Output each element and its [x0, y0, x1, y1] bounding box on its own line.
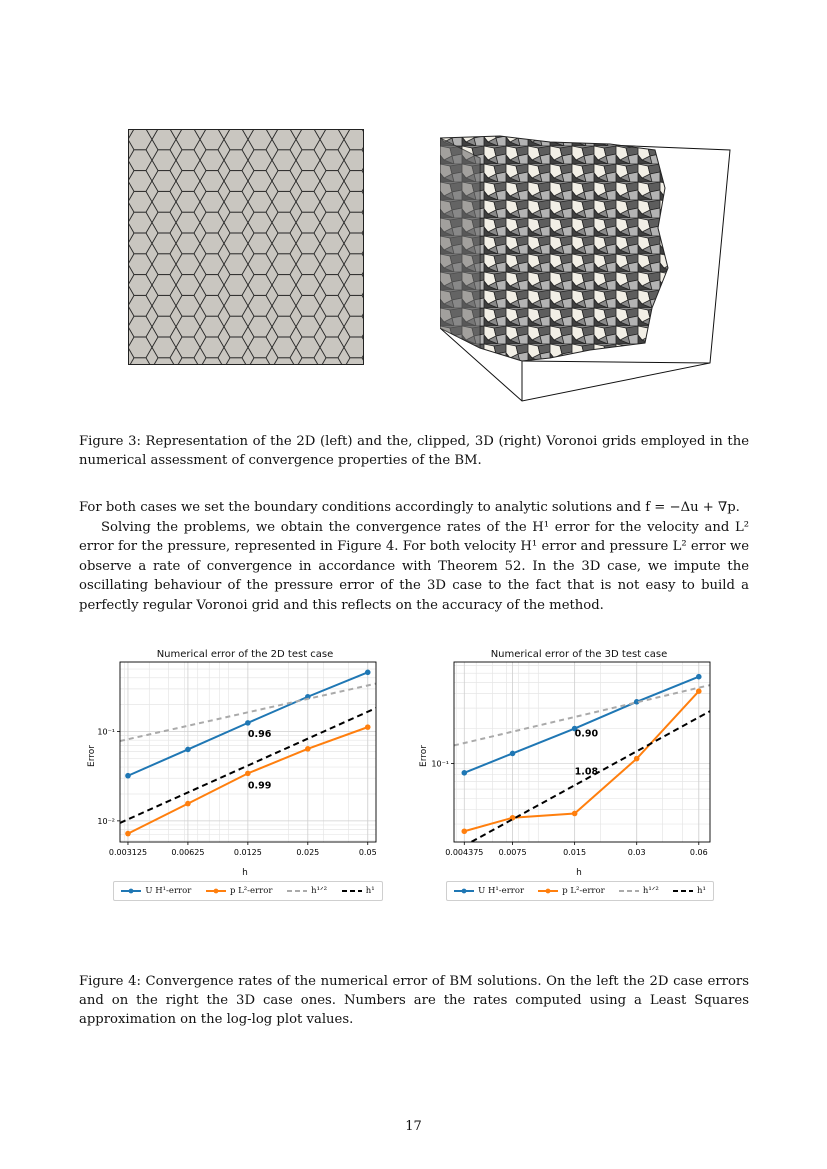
chart-2d [80, 646, 380, 906]
figure-4-caption: Figure 4: Convergence rates of the numerical error of BM solutions. On the left the 2D case errors and on the right the 3D case ones. Numbers are the rates computed using a Least Squares approximation on the log-log plot values. [79, 974, 749, 1027]
chart-3d-title: Numerical error of the 3D test case [490, 649, 668, 660]
legend-hone-line-icon [342, 887, 362, 895]
y-tick-label: 10⁻¹ [431, 759, 449, 769]
legend-p-label: p L²-error [562, 886, 605, 896]
chart-2d-title: Numerical error of the 2D test case [156, 649, 334, 660]
figure-3 [128, 128, 738, 403]
legend-p-item [538, 886, 604, 896]
legend-hone-item [342, 886, 375, 896]
series-point-p [572, 811, 578, 817]
legend-hhalf-label: h¹ᐟ² [642, 886, 659, 896]
body-text [79, 498, 749, 615]
chart-3d-ylabel: Error [419, 745, 429, 767]
legend-p-line-icon [538, 887, 558, 895]
legend-hhalf-line-icon [287, 887, 307, 895]
x-tick-label: 0.003125 [108, 848, 148, 857]
chart-2d-ylabel: Error [87, 745, 97, 767]
x-tick-label: 0.03 [627, 848, 646, 857]
series-point-u [461, 770, 467, 776]
legend-u-item [121, 886, 191, 896]
x-tick-label: 0.025 [296, 848, 320, 857]
legend-hone-label: h¹ [696, 886, 706, 896]
voronoi-2d-grid-image [128, 129, 364, 365]
x-tick-label: 0.004375 [445, 848, 484, 857]
series-point-p [185, 801, 191, 807]
x-tick-label: 0.0075 [498, 848, 527, 857]
series-point-p [634, 756, 640, 762]
series-point-p [125, 831, 131, 837]
rate-annotation: 0.96 [247, 728, 272, 740]
rate-annotation: 0.99 [247, 780, 272, 792]
series-point-u [185, 747, 191, 753]
paragraph-2: Solving the problems, we obtain the convergence rates of the H¹ error for the velocity and L² error for the pressure, represented in Figure 4. For both velocity H¹ error and pressure L² error we observe a rate of convergence in accordance with Theorem 52. In the 3D case, we impute the oscillating behaviour of the pressure error of the 3D case to the fact that is not easy to build a perfectly regular Voronoi grid and this reflects on the accuracy of the method. [79, 519, 749, 613]
series-line-u [464, 677, 698, 773]
series-point-u [510, 751, 516, 757]
grid [412, 646, 712, 871]
legend-p-label: p L²-error [229, 886, 273, 896]
legend-hone-line-icon [673, 887, 693, 895]
rate-annotation: 1.08 [574, 766, 599, 778]
legend-u-line-icon [454, 887, 474, 895]
x-tick-label: 0.00625 [171, 848, 205, 857]
legend-hhalf-item [619, 886, 659, 896]
series-point-p [461, 828, 467, 834]
x-tick-label: 0.0125 [233, 848, 262, 857]
legend-u-line-icon [121, 887, 141, 895]
series-point-p [696, 688, 702, 694]
legend-hone-item [673, 886, 706, 896]
series-point-p [365, 724, 371, 730]
chart-2d-xlabel: h [242, 868, 248, 878]
chart-3d-plot-area [412, 646, 712, 871]
series-point-u [125, 773, 131, 779]
legend-p-item [206, 886, 272, 896]
legend-u-label: U H¹-error [478, 886, 525, 896]
chart-3d-legend [446, 881, 714, 901]
rate-annotation: 0.90 [574, 728, 599, 740]
paragraph-1: For both cases we set the boundary conditions accordingly to analytic solutions and f = −Δu + ∇p. [79, 500, 740, 515]
series-point-p [245, 771, 251, 777]
voronoi-3d-grid-image [440, 128, 732, 403]
chart-3d-xlabel: h [576, 868, 582, 878]
chart-3d [412, 646, 712, 906]
legend-p-line-icon [206, 887, 226, 895]
legend-u-label: U H¹-error [145, 886, 192, 896]
x-tick-label: 0.015 [563, 848, 587, 857]
grid [80, 646, 380, 871]
series-point-p [305, 746, 311, 752]
y-tick-label: 10⁻² [97, 816, 115, 826]
legend-hhalf-line-icon [619, 887, 639, 895]
series-point-u [696, 674, 702, 680]
figure-3-caption: Figure 3: Representation of the 2D (left) and the, clipped, 3D (right) Voronoi grids employed in the numerical assessment of convergence properties of the BM. [79, 434, 749, 468]
legend-hone-label: h¹ [365, 886, 375, 896]
series-line-p [464, 691, 698, 831]
series-point-u [365, 670, 371, 676]
x-tick-label: 0.05 [358, 848, 377, 857]
page-number: 17 [405, 1119, 422, 1134]
x-tick-label: 0.06 [689, 848, 708, 857]
y-tick-label: 10⁻¹ [97, 727, 115, 737]
chart-2d-legend [113, 881, 383, 901]
legend-hhalf-item [287, 886, 327, 896]
legend-hhalf-label: h¹ᐟ² [311, 886, 327, 896]
series-point-u [245, 720, 251, 726]
legend-u-item [454, 886, 524, 896]
chart-2d-plot-area [80, 646, 380, 871]
